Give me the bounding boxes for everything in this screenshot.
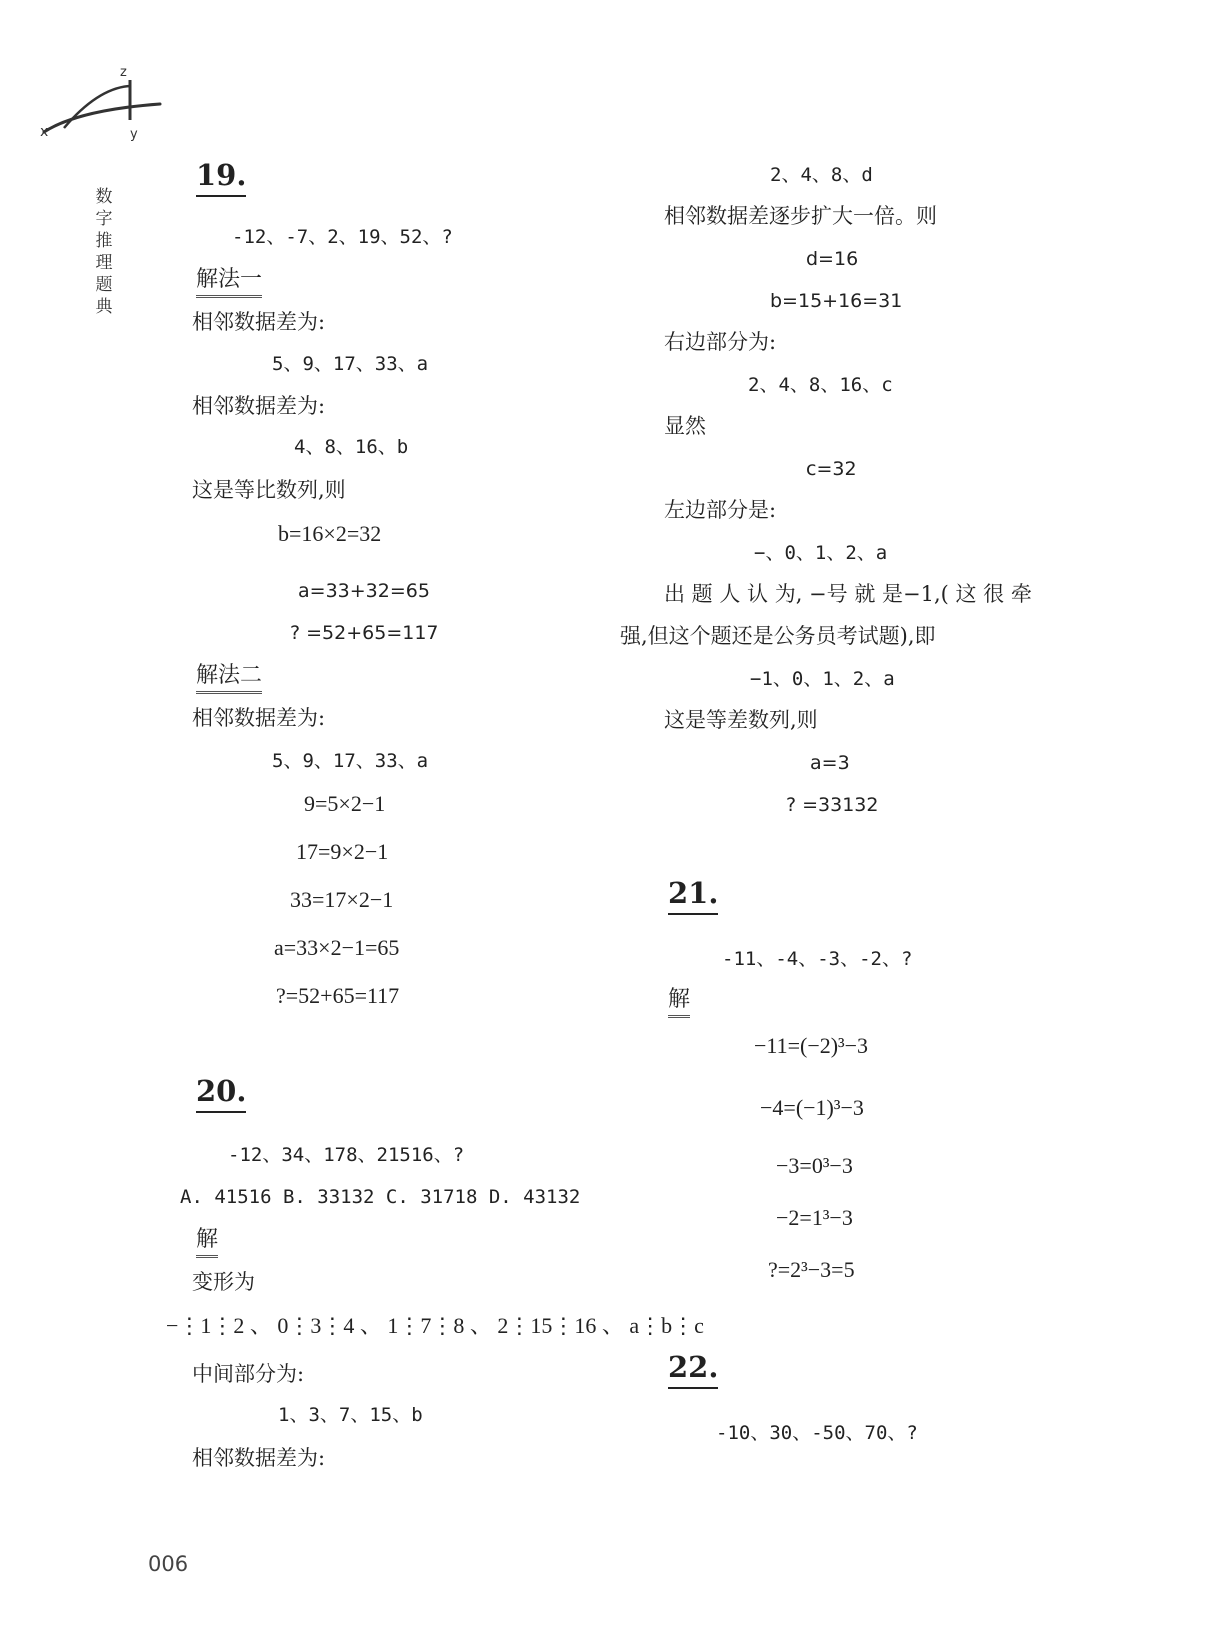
- question-number: 19.: [196, 158, 246, 197]
- sequence-line: -10、30、-50、70、?: [716, 1422, 918, 1444]
- equation-line: 33=17×2−1: [290, 887, 394, 912]
- text-line: 相邻数据差为:: [192, 310, 326, 334]
- page-number: 006: [148, 1552, 189, 1576]
- text-line: 出 题 人 认 为, −号 就 是−1,( 这 很 牵: [664, 582, 1032, 606]
- sequence-line: 2、4、8、16、c: [748, 374, 893, 396]
- equation-line: ?=2³−3=5: [768, 1257, 855, 1282]
- text-line: 变形为: [192, 1270, 255, 1294]
- svg-text:y: y: [130, 127, 138, 142]
- text-line: 显然: [664, 414, 706, 438]
- sequence-line: -11、-4、-3、-2、?: [722, 948, 913, 970]
- equation-line: −4=(−1)³−3: [760, 1095, 864, 1120]
- question-number: 20.: [196, 1074, 246, 1113]
- solution-heading: 解: [668, 986, 690, 1018]
- sequence-line: 5、9、17、33、a: [272, 353, 429, 375]
- equation-line: 9=5×2−1: [304, 791, 386, 816]
- svg-text:x: x: [40, 124, 49, 140]
- text-line: ? =52+65=117: [290, 622, 439, 644]
- sequence-line: 4、8、16、b: [294, 436, 409, 458]
- text-line: 强,但这个题还是公务员考试题),即: [620, 624, 936, 648]
- axes-logo-icon: [38, 58, 168, 148]
- text-line: 右边部分为:: [664, 330, 777, 354]
- svg-text:z: z: [120, 65, 127, 80]
- solution-heading: 解法二: [196, 662, 262, 694]
- equation-line: −⋮1⋮2 、 0⋮3⋮4 、 1⋮7⋮8 、 2⋮15⋮16 、 a⋮b⋮c: [166, 1313, 704, 1338]
- sequence-line: -12、34、178、21516、?: [228, 1144, 465, 1166]
- solution-heading: 解: [196, 1226, 218, 1258]
- text-line: 相邻数据差为:: [192, 1446, 326, 1470]
- equation-line: −3=0³−3: [776, 1153, 853, 1178]
- text-line: 这是等比数列,则: [192, 478, 346, 502]
- sequence-line: A. 41516 B. 33132 C. 31718 D. 43132: [180, 1186, 581, 1208]
- sequence-line: −、0、1、2、a: [754, 542, 888, 564]
- text-line: b=15+16=31: [770, 290, 903, 312]
- text-line: 左边部分是:: [664, 498, 777, 522]
- text-line: c=32: [806, 458, 857, 480]
- sequence-line: 5、9、17、33、a: [272, 750, 429, 772]
- sequence-line: -12、-7、2、19、52、?: [232, 226, 453, 248]
- text-line: 这是等差数列,则: [664, 708, 818, 732]
- text-line: 中间部分为:: [192, 1362, 305, 1386]
- equation-line: ?=52+65=117: [276, 983, 400, 1008]
- equation-line: a=33×2−1=65: [274, 935, 400, 960]
- book-title-vertical: 数字推理题典: [95, 187, 113, 317]
- question-number: 21.: [668, 876, 718, 915]
- sequence-line: −1、0、1、2、a: [750, 668, 895, 690]
- equation-line: −2=1³−3: [776, 1205, 853, 1230]
- sequence-line: 1、3、7、15、b: [278, 1404, 423, 1426]
- text-line: a=33+32=65: [298, 580, 430, 602]
- text-line: d=16: [806, 248, 859, 270]
- text-line: 相邻数据差为:: [192, 394, 326, 418]
- equation-line: −11=(−2)³−3: [754, 1033, 869, 1058]
- text-line: 相邻数据差为:: [192, 706, 326, 730]
- text-line: 相邻数据差逐步扩大一倍。则: [664, 204, 937, 228]
- sequence-line: 2、4、8、d: [770, 164, 873, 186]
- question-number: 22.: [668, 1350, 718, 1389]
- text-line: a=3: [810, 752, 850, 774]
- equation-line: 17=9×2−1: [296, 839, 389, 864]
- text-line: ? =33132: [786, 794, 879, 816]
- solution-heading: 解法一: [196, 266, 262, 298]
- equation-line: b=16×2=32: [278, 521, 382, 546]
